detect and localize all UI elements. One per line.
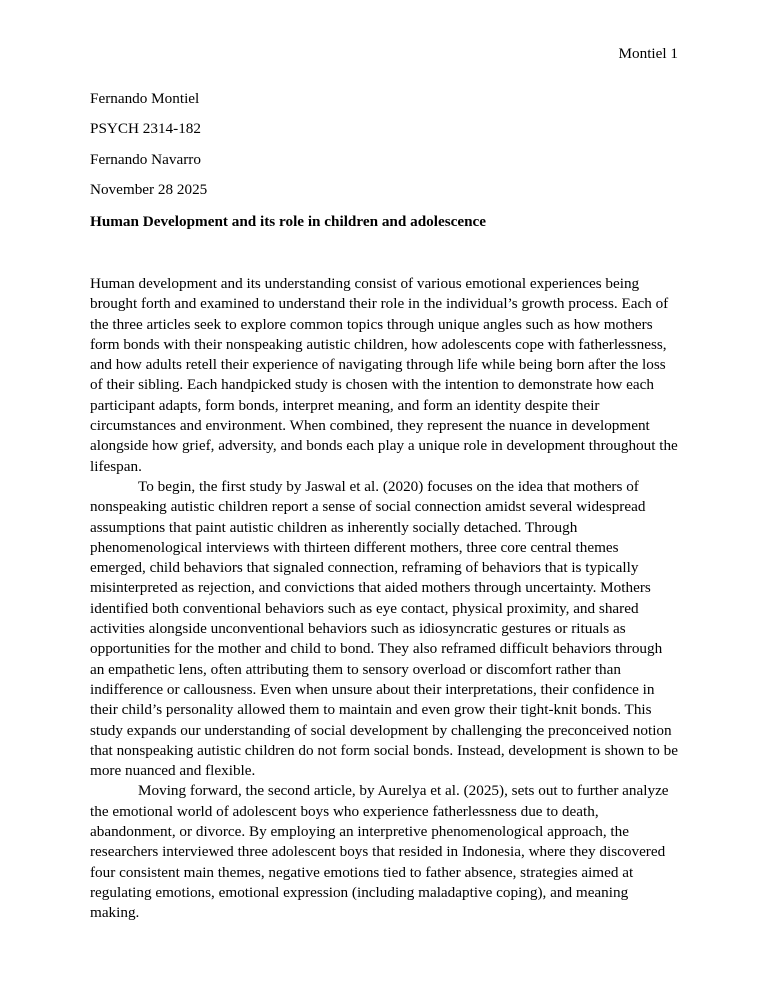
heading-line-instructor: Fernando Navarro [90, 150, 201, 168]
heading-line-author: Fernando Montiel [90, 90, 200, 107]
heading-line-date: November 28 2025 [90, 181, 208, 199]
body-paragraph-intro: Human development and its understanding consist of various emotional experiences being brought forth and examined to understand their role in the individual’s growth process. Each of the three articles seek to explore common topics through unique angles such as how mothers form bonds with their nonspeaking autistic children, how adolescents cope with fatherlessness, and how adults retell their experience of navigating through life while being born after the loss of their sibling. Each handpicked study is chosen with the intention to demonstrate how each participant adapts, form bonds, interpret meaning, and form an identity despite their circumstances and environment. When combined, they represent the nuance in development alongside how grief, adversity, and bonds each play a unique role in development throughout the lifespan. [90, 275, 678, 475]
essay-body [90, 274, 678, 924]
body-paragraph-study-two: Moving forward, the second article, by Aurelya et al. (2025), sets out to further analyze the emotional world of adolescent boys who experience fatherlessness due to death, abandonment, or divorce. By employing an interpretive phenomenological approach, the researchers interviewed three adolescent boys that resided in Indonesia, where they discovered four consistent main themes, negative emotions tied to father absence, strategies aimed at regulating emotions, emotional expression (including maladaptive coping), and meaning making. [90, 782, 669, 922]
mla-heading-block [90, 89, 678, 211]
page-title: Human Development and its role in children and adolescence [90, 213, 487, 230]
running-header: Montiel 1 [618, 45, 678, 62]
heading-line-course: PSYCH 2314-182 [90, 120, 201, 138]
body-paragraph-study-one: To begin, the first study by Jaswal et al. (2020) focuses on the idea that mothers of nonspeaking autistic children report a sense of social connection amidst several widespread assumptions that paint autistic children as inherently socially detached. Through phenomenological interviews with thirteen different mothers, three core central themes emerged, child behaviors that signaled connection, reframing of behaviors that is typically misinterpreted as rejection, and convictions that aided mothers through uncertainty. Mothers identified both conventional behaviors such as eye contact, physical proximity, and shared activities alongside unconventional behaviors such as idiosyncratic gestures or rituals as opportunities for the mother and child to bond. They also reframed difficult behaviors through an empathetic lens, often attributing them to sensory overload or discomfort rather than indifference or callousness. Even when unsure about their interpretations, their confidence in their child’s personality allowed them to maintain and even grow their tight-knit bonds. This study expands our understanding of social development by challenging the preconceived notion that nonspeaking autistic children do not form social bonds. Instead, development is shown to be more nuanced and flexible. [90, 477, 678, 780]
